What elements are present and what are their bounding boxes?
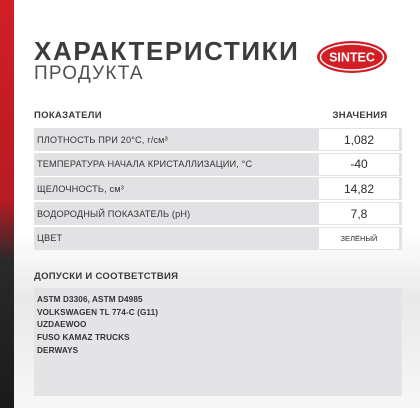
spec-row-color [34,227,402,250]
approval-item: FUSO KAMAZ TRUCKS [37,333,130,343]
page-title: ХАРАКТЕРИСТИКИ [34,36,300,66]
brand-accent-bar [0,0,14,408]
spec-row-crystallization [34,153,402,176]
spec-value: 7,8 [319,203,399,224]
spec-row-alkalinity [34,177,402,200]
spec-row-density [34,128,402,151]
logo-text: SINTEC [329,50,375,65]
page-subtitle: ПРОДУКТА [34,63,144,84]
spec-value: 14,82 [319,178,399,199]
spec-label: ПЛОТНОСТЬ ПРИ 20°C, г/см³ [37,134,168,145]
spec-value: -40 [319,154,399,175]
approval-item: VOLKSWAGEN TL 774-C (G11) [37,307,159,317]
spec-value: ЗЕЛЁНЫЙ [319,228,399,249]
spec-label: ТЕМПЕРАТУРА НАЧАЛА КРИСТАЛЛИЗАЦИИ, °C [37,159,253,170]
spec-label: ВОДОРОДНЫЙ ПОКАЗАТЕЛЬ (pH) [37,208,191,219]
spec-value: 1,082 [319,129,399,150]
spec-label: ЦВЕТ [37,233,63,244]
sintec-logo [316,40,388,74]
specs-table [34,128,402,250]
specs-header [34,110,402,121]
approval-item: ASTM D3306, ASTM D4985 [37,295,143,304]
spec-row-ph [34,202,402,225]
specs-section [34,110,402,251]
approvals-title: ДОПУСКИ И СООТВЕТСТВИЯ [34,271,179,282]
approval-item: UZDAEWOO [37,320,87,330]
approval-item: DERWAYS [37,345,79,355]
column-header-values: ЗНАЧЕНИЯ [332,110,388,121]
approvals-list [34,288,402,396]
spec-label: ЩЕЛОЧНОСТЬ, см³ [37,183,124,194]
column-header-indicators: ПОКАЗАТЕЛИ [34,110,102,121]
